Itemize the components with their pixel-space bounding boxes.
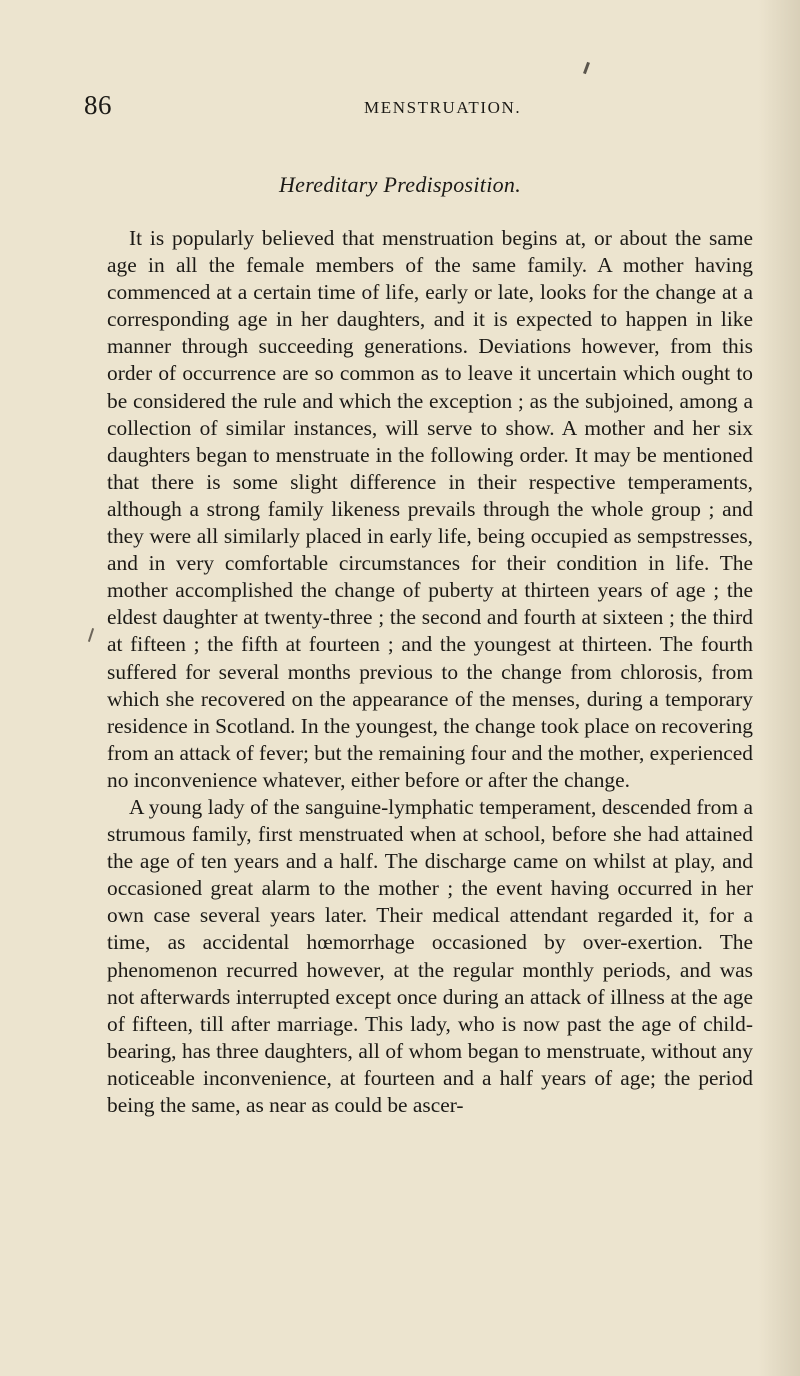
section-title: Hereditary Predisposition. [278,172,522,197]
paragraph: It is popularly believed that menstruation begins at, or about the same age in all the female members of the same family. A mother having commenced at a certain time of life, early or late, looks for the change at a corresponding age in her daughters, and it is expected to happen in like manner through succeeding generations. Deviations however, from this order of occurrence are so common as to leave it uncertain which ought to be considered the rule and which the exception ; as the subjoined, among a collection of similar instances, will serve to show. A mother and her six daughters began to menstruate in the following order. It may be mentioned that there is some slight difference in their respective temperaments, although a strong family likeness prevails through the whole group ; and they were all similarly placed in early life, being occupied as sempstresses, and in very comfortable circumstances for their condition in life. The mother accomplished the change of puberty at thirteen years of age ; the eldest daughter at twenty-three ; the second and fourth at sixteen ; the third at fifteen ; the fifth at fourteen ; and the youngest at thirteen. The fourth suffered for several months previous to the change from chlorosis, from which she recovered on the appearance of the menses, during a temporary residence in Scotland. In the youngest, the change took place on recovering from an attack of fever; but the remaining four and the mother, experienced no inconvenience whatever, either before or after the change. [107,226,753,792]
ink-mark [88,628,94,642]
page-edge-shadow [758,0,800,1376]
paragraph: A young lady of the sanguine-lymphatic temperament, descended from a strumous family, first menstruated when at school, before she had attained the age of ten years and a half. The discharge came on whilst at play, and occasioned great alarm to the mother ; the event having occurred in her own case several years later. Their medical attendant regarded it, for a time, as accidental hœmorrhage occasioned by over-exertion. The phenomenon recurred however, at the regular monthly periods, and was not afterwards interrupted except once during an attack of illness at the age of fifteen, till after marriage. This lady, who is now past the age of child-bearing, has three daughters, all of whom began to menstruate, without any noticeable inconvenience, at fourteen and a half years of age; the period being the same, as near as could be ascer- [107,794,753,1117]
running-head: MENSTRUATION. [364,98,522,117]
page-header [0,86,800,126]
ink-mark [583,62,590,74]
page-number: 86 [84,90,112,120]
body-text [107,225,753,1119]
